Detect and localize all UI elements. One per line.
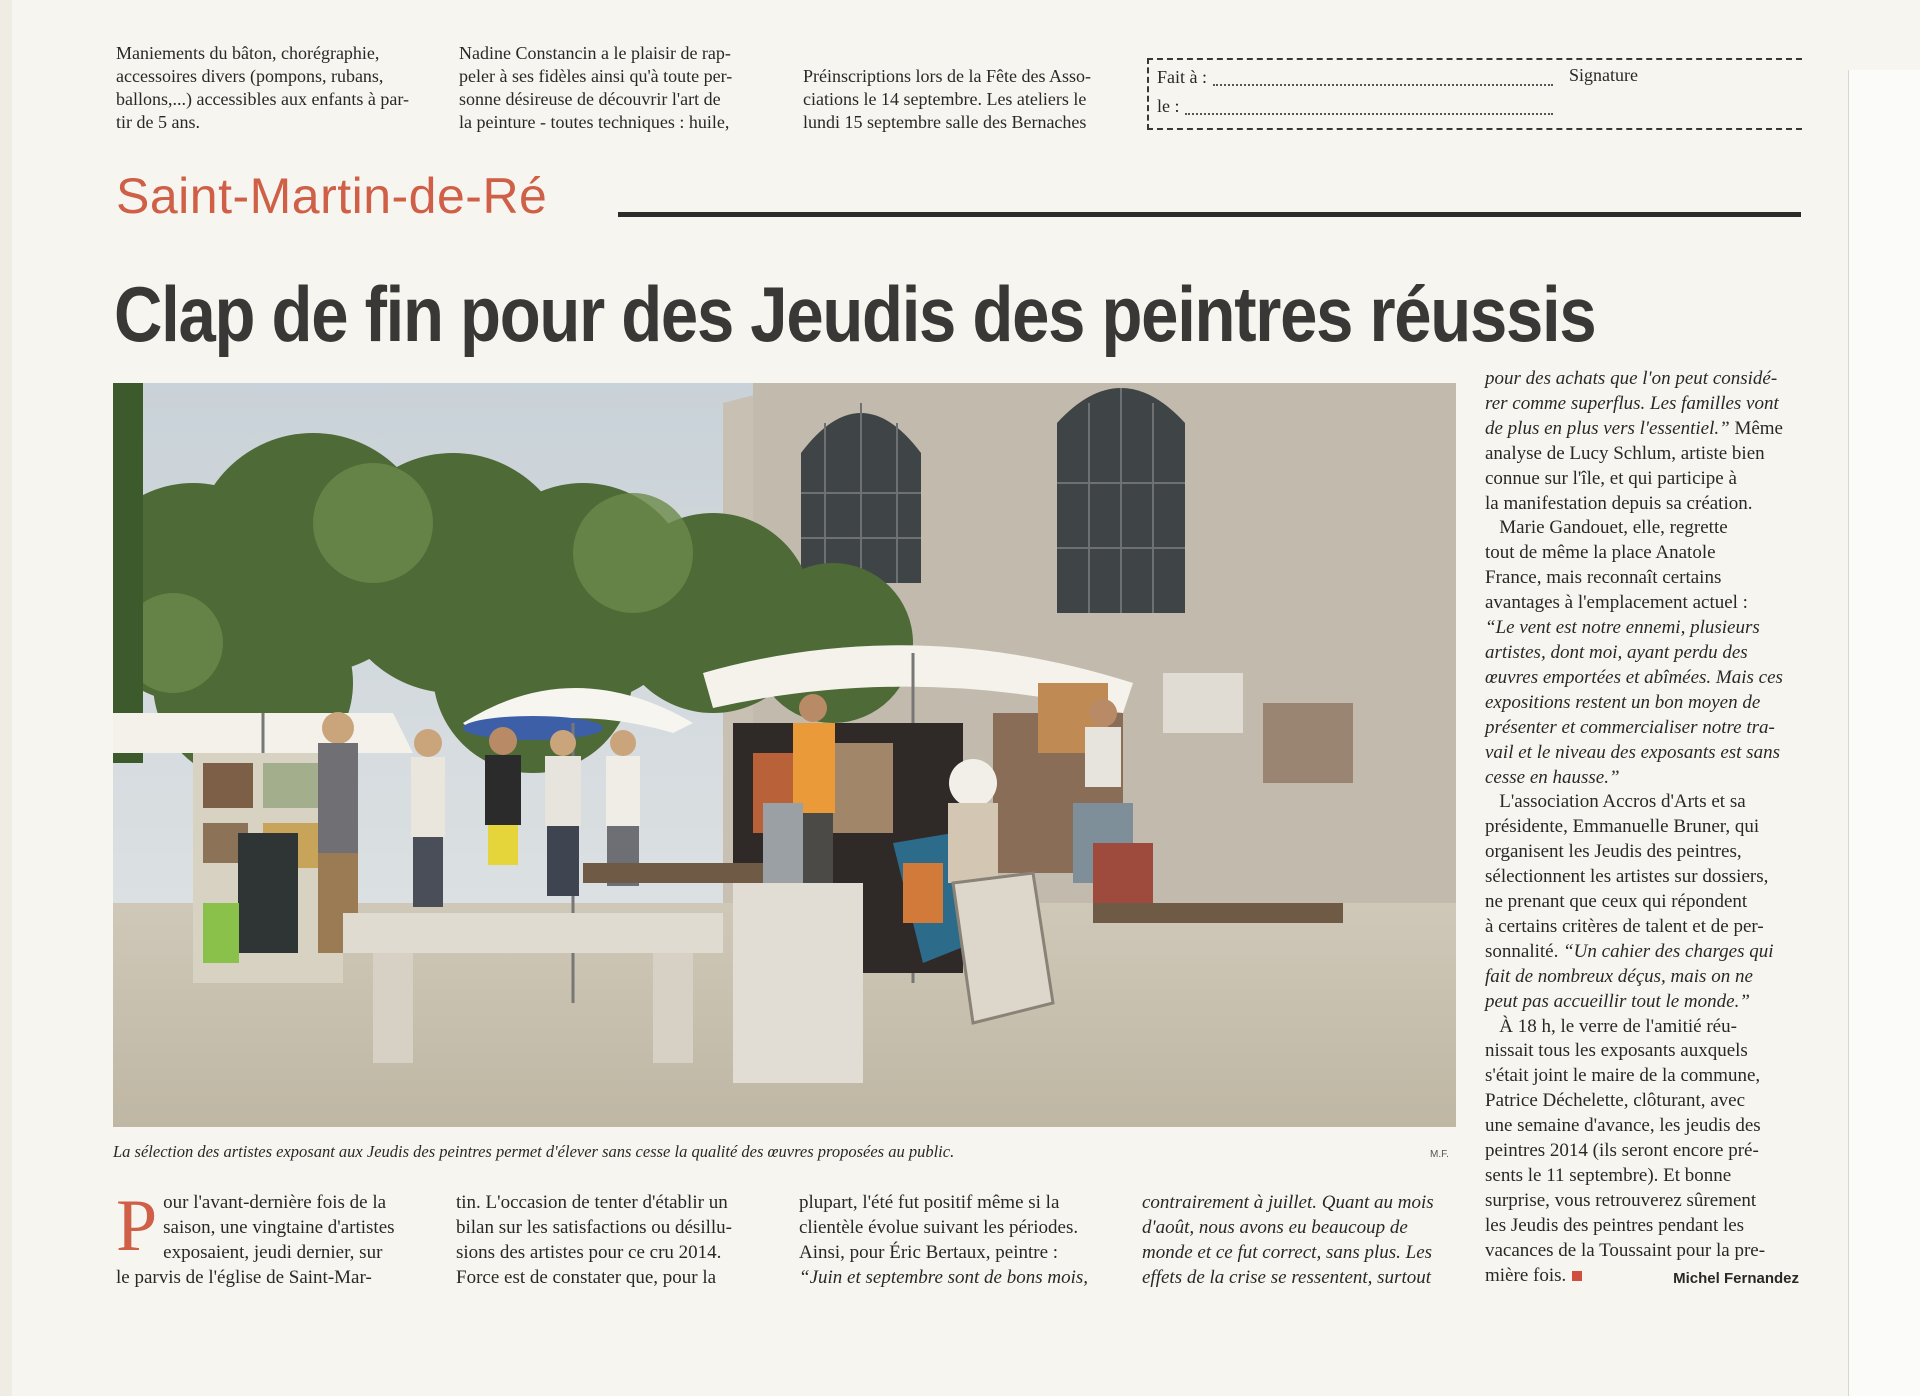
text-line: une semaine d'avance, les jeudis des bbox=[1485, 1115, 1761, 1137]
text-line bbox=[1485, 367, 1799, 392]
text-line: À 18 h, le verre de l'amitié réu- bbox=[1485, 1015, 1737, 1037]
text-line: sions des artistes pour ce cru 2014. bbox=[456, 1242, 722, 1263]
text-line: “Le vent est notre ennemi, plusieurs bbox=[1485, 617, 1760, 639]
text-line: Nadine Constancin a le plaisir de rap- bbox=[459, 43, 731, 63]
text-line: s'était joint le maire de la commune, bbox=[1485, 1065, 1761, 1087]
coupon-signature-label: Signature bbox=[1569, 65, 1638, 85]
text-line: sélectionnent les artistes sur dossiers, bbox=[1485, 866, 1769, 888]
line-text: de plus en plus vers l'essentiel.” bbox=[1485, 417, 1730, 439]
top-column-3 bbox=[803, 65, 1115, 134]
text-line: peut pas accueillir tout le monde.” bbox=[1485, 990, 1750, 1012]
text-line: accessoires divers (pompons, rubans, bbox=[116, 66, 384, 86]
line-text-suffix: Même bbox=[1729, 417, 1783, 439]
text-line: L'association Accros d'Arts et sa bbox=[1485, 791, 1746, 813]
line-text: sonnalité. bbox=[1485, 940, 1564, 962]
coupon-fait-label: Fait à : bbox=[1157, 67, 1207, 87]
end-mark-icon bbox=[1572, 1271, 1582, 1281]
text-line: avantages à l'emplacement actuel : bbox=[1485, 592, 1748, 614]
text-line: clientèle évolue suivant les périodes. bbox=[799, 1217, 1079, 1238]
top-column-1 bbox=[116, 42, 428, 134]
scan-border-right bbox=[1848, 70, 1920, 1396]
coupon-date-line[interactable] bbox=[1185, 113, 1553, 115]
drop-cap: P bbox=[116, 1185, 158, 1267]
text-line: la manifestation depuis sa création. bbox=[1485, 492, 1753, 514]
text-line: Maniements du bâton, chorégraphie, bbox=[116, 43, 380, 63]
text-line bbox=[1485, 392, 1799, 417]
text-line: surprise, vous retrouverez sûrement bbox=[1485, 1189, 1757, 1211]
article-column-2 bbox=[456, 1190, 769, 1290]
line-text: mière fois. bbox=[1485, 1264, 1567, 1286]
text-line: “Juin et septembre sont de bons mois, bbox=[799, 1267, 1089, 1288]
article-column-1 bbox=[116, 1185, 425, 1290]
text-line: tir de 5 ans. bbox=[116, 112, 200, 132]
market-scene-illustration bbox=[113, 383, 1456, 1127]
text-line: ne prenant que ceux qui répondent bbox=[1485, 891, 1748, 913]
text-line: plupart, l'été fut positif même si la bbox=[799, 1192, 1060, 1213]
article-column-4 bbox=[1142, 1190, 1456, 1290]
text-line: peintres 2014 (ils seront encore pré- bbox=[1485, 1140, 1759, 1162]
photo-credit: M.F. bbox=[1430, 1149, 1449, 1160]
text-line: organisent les Jeudis des peintres, bbox=[1485, 841, 1742, 863]
text-line bbox=[1485, 417, 1799, 442]
text-line: Préinscriptions lors de la Fête des Asso- bbox=[803, 66, 1091, 86]
text-line: peler à ses fidèles ainsi qu'à toute per- bbox=[459, 66, 733, 86]
text-line: ballons,...) accessibles aux enfants à par- bbox=[116, 89, 410, 109]
text-line: à certains critères de talent et de per- bbox=[1485, 915, 1764, 937]
text-line: France, mais reconnaît certains bbox=[1485, 567, 1722, 589]
text-line: œuvres emportées et abîmées. Mais ces bbox=[1485, 666, 1783, 688]
text-line: contrairement à juillet. Quant au mois bbox=[1142, 1192, 1434, 1213]
text-line: sents le 11 septembre). Et bonne bbox=[1485, 1165, 1732, 1186]
text-line: nissait tous les exposants auxquels bbox=[1485, 1040, 1748, 1062]
text-line: fait de nombreux déçus, mais on ne bbox=[1485, 965, 1753, 987]
article-column-right bbox=[1485, 367, 1799, 1292]
section-rule bbox=[618, 212, 1801, 217]
text-line: our l'avant-dernière fois de la bbox=[163, 1192, 387, 1213]
text-line: saison, une vingtaine d'artistes bbox=[163, 1217, 395, 1238]
text-line: cesse en hausse.” bbox=[1485, 766, 1620, 788]
text-line: lundi 15 septembre salle des Bernaches bbox=[803, 112, 1087, 132]
author-byline: Michel Fernandez bbox=[1673, 1269, 1799, 1287]
text-line: Patrice Déchelette, clôturant, avec bbox=[1485, 1090, 1746, 1112]
text-line: vail et le niveau des exposants est sans bbox=[1485, 741, 1780, 763]
coupon-form bbox=[1147, 58, 1802, 130]
text-line: Marie Gandouet, elle, regrette bbox=[1485, 517, 1728, 539]
text-line: présidente, Emmanuelle Bruner, qui bbox=[1485, 816, 1760, 838]
scan-border-left bbox=[0, 0, 12, 1396]
text-line: les Jeudis des peintres pendant les bbox=[1485, 1214, 1745, 1236]
text-line bbox=[1485, 940, 1799, 965]
text-line: vacances de la Toussaint pour la pre- bbox=[1485, 1239, 1766, 1261]
text-line: artistes, dont moi, ayant perdu des bbox=[1485, 641, 1748, 663]
headline: Clap de fin pour des Jeudis des peintres réussis bbox=[114, 270, 1596, 358]
text-line: tout de même la place Anatole bbox=[1485, 542, 1716, 564]
text-line: tin. L'occasion de tenter d'établir un bbox=[456, 1192, 728, 1213]
coupon-fait-line[interactable] bbox=[1213, 84, 1553, 86]
text-line: le parvis de l'église de Saint-Mar- bbox=[116, 1267, 372, 1288]
text-line: bilan sur les satisfactions ou désillu- bbox=[456, 1217, 732, 1238]
line-text: pour des achats que l'on peut considé- bbox=[1485, 368, 1778, 389]
text-line-final bbox=[1485, 1264, 1799, 1289]
top-column-2 bbox=[459, 42, 773, 134]
text-line: effets de la crise se ressentent, surtout bbox=[1142, 1267, 1431, 1288]
article-photo bbox=[113, 383, 1456, 1127]
text-line: ciations le 14 septembre. Les ateliers le bbox=[803, 89, 1087, 109]
text-line: d'août, nous avons eu beaucoup de bbox=[1142, 1217, 1408, 1238]
line-text-suffix: “Un cahier des charges qui bbox=[1563, 940, 1774, 962]
text-line: Ainsi, pour Éric Bertaux, peintre : bbox=[799, 1242, 1059, 1263]
text-line: sonne désireuse de découvrir l'art de bbox=[459, 89, 721, 109]
section-title: Saint-Martin-de-Ré bbox=[116, 168, 548, 224]
text-line: la peinture - toutes techniques : huile, bbox=[459, 112, 730, 132]
text-line: exposaient, jeudi dernier, sur bbox=[163, 1242, 383, 1263]
article-column-3 bbox=[799, 1190, 1112, 1290]
line-text: rer comme superflus. Les familles vont bbox=[1485, 392, 1779, 414]
text-line: monde et ce fut correct, sans plus. Les bbox=[1142, 1242, 1433, 1263]
text-line: analyse de Lucy Schlum, artiste bien bbox=[1485, 442, 1765, 464]
text-line: présenter et commercialiser notre tra- bbox=[1485, 716, 1775, 738]
text-line: connue sur l'île, et qui participe à bbox=[1485, 467, 1737, 489]
text-line: expositions restent un bon moyen de bbox=[1485, 691, 1761, 713]
text-line: Force est de constater que, pour la bbox=[456, 1267, 717, 1288]
photo-caption: La sélection des artistes exposant aux Jeudis des peintres permet d'élever sans cesse la qualité des œuvres proposées au public. bbox=[113, 1142, 955, 1161]
coupon-date-label: le : bbox=[1157, 96, 1180, 116]
